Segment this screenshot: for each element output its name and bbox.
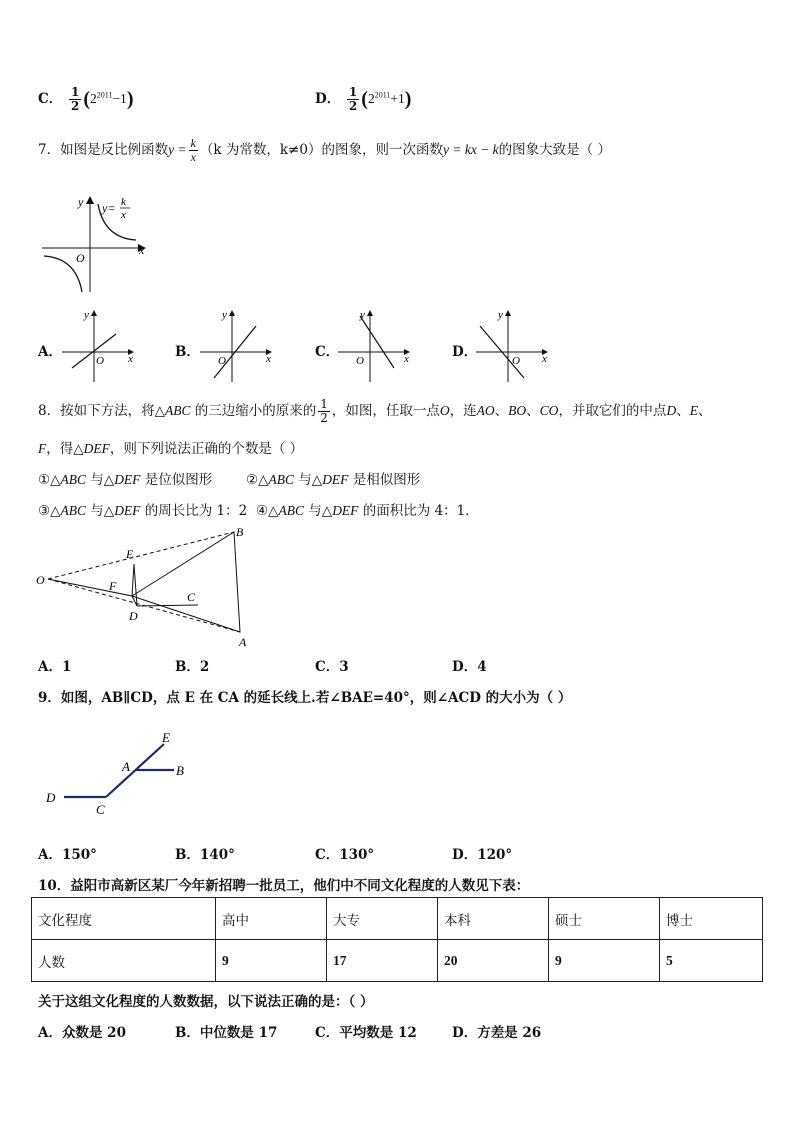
q8-option-d: D．4 bbox=[452, 659, 487, 675]
svg-text:x: x bbox=[266, 353, 271, 365]
q8-stem-line2: F，得△DEF，则下列说法正确的个数是（ ） bbox=[38, 441, 304, 457]
q9-label-c: C bbox=[96, 802, 105, 817]
q7-fig-func-label: y= bbox=[102, 201, 116, 215]
q9-option-b: B．140° bbox=[175, 847, 235, 863]
q9-parallel-lines-figure bbox=[40, 724, 200, 824]
q8-stem-line1: 8．按如下方法，将△ABC 的三边缩小的原来的 $\frac{1}{2}$ ，如图，任取一点O，连AO、BO、CO，并取它们的中点D、E、 bbox=[38, 397, 712, 425]
table-row bbox=[32, 940, 763, 982]
q8-statement-1: ①△ABC 与△DEF 是位似图形 bbox=[38, 472, 213, 488]
q8-label-e: E bbox=[126, 547, 134, 561]
svg-text:x: x bbox=[542, 353, 547, 365]
table-row-label: 人数 bbox=[32, 940, 216, 982]
q10-option-a: A．众数是 20 bbox=[38, 1025, 126, 1041]
q9-label-b: B bbox=[176, 763, 184, 778]
table-header-row bbox=[32, 898, 763, 940]
svg-text:x: x bbox=[404, 353, 409, 365]
table-cell: 20 bbox=[438, 940, 549, 982]
q8-homothety-figure bbox=[34, 524, 264, 650]
q8-label-d: D bbox=[129, 609, 138, 623]
table-header-cell: 硕士 bbox=[549, 898, 660, 940]
q7-option-c-graph bbox=[334, 306, 418, 386]
table-header-cell: 本科 bbox=[438, 898, 549, 940]
q9-label-e: E bbox=[162, 730, 170, 745]
table-cell: 5 bbox=[660, 940, 763, 982]
q9-stem: 9．如图，AB∥CD，点 E 在 CA 的延长线上.若∠BAE=40°，则∠ACD 的大小为（ ） bbox=[38, 690, 572, 706]
svg-text:y: y bbox=[498, 309, 503, 321]
table-cell: 9 bbox=[216, 940, 327, 982]
svg-text:y: y bbox=[222, 309, 227, 321]
q7-fig-func-num: k bbox=[121, 196, 126, 208]
q9-option-d: D．120° bbox=[452, 847, 513, 863]
q9-label-a: A bbox=[122, 759, 130, 774]
q9-label-d: D bbox=[46, 790, 56, 805]
q7-option-a-graph bbox=[58, 306, 142, 386]
svg-text:y: y bbox=[360, 309, 365, 321]
svg-text:O: O bbox=[512, 355, 520, 367]
q7-fig-func-den: x bbox=[121, 209, 126, 221]
svg-text:O: O bbox=[218, 355, 226, 367]
q7-option-d-graph bbox=[472, 306, 556, 386]
q8-label-o: O bbox=[36, 573, 45, 587]
q7-option-c-label: C． bbox=[315, 344, 340, 360]
q8-option-c: C．3 bbox=[315, 659, 349, 675]
q8-label-a: A bbox=[239, 635, 247, 649]
q10-option-b: B．中位数是 17 bbox=[175, 1025, 278, 1041]
q8-statement-4: ④△ABC 与△DEF 的面积比为 4：1． bbox=[256, 503, 479, 519]
q10-option-c: C．平均数是 12 bbox=[315, 1025, 417, 1041]
q8-label-c: C bbox=[187, 590, 196, 604]
table-header-cell: 文化程度 bbox=[32, 898, 216, 940]
q8-label-f: F bbox=[109, 579, 117, 593]
q7-option-d-label: D． bbox=[452, 344, 478, 360]
svg-text:x: x bbox=[128, 353, 133, 365]
q7-hyperbola-figure bbox=[38, 188, 158, 298]
q7-fig-x-label: x bbox=[139, 243, 145, 257]
q10-option-d: D．方差是 26 bbox=[452, 1025, 542, 1041]
q8-statement-3: ③△ABC 与△DEF 的周长比为 1：2 bbox=[38, 503, 248, 519]
q8-option-b: B．2 bbox=[175, 659, 210, 675]
q10-question: 关于这组文化程度的人数数据，以下说法正确的是：（ ） bbox=[38, 994, 374, 1010]
q6-option-d: D． $\frac{1}{2}$ $(2^{2011}+1)$ bbox=[315, 85, 412, 113]
svg-text:O: O bbox=[356, 355, 364, 367]
q7-option-b-label: B． bbox=[175, 344, 200, 360]
svg-text:y: y bbox=[84, 309, 89, 321]
q9-option-a: A．150° bbox=[38, 847, 97, 863]
table-header-cell: 大专 bbox=[327, 898, 438, 940]
q8-statement-2: ②△ABC 与△DEF 是相似图形 bbox=[246, 472, 421, 488]
q7-fig-origin-label: O bbox=[76, 251, 85, 265]
q10-education-table bbox=[31, 897, 763, 982]
q8-option-a: A．1 bbox=[38, 659, 72, 675]
q6-option-c: C． $\frac{1}{2}$ $(2^{2011}-1)$ bbox=[38, 85, 134, 113]
q7-option-b-graph bbox=[196, 306, 280, 386]
table-cell: 17 bbox=[327, 940, 438, 982]
table-header-cell: 博士 bbox=[660, 898, 763, 940]
q7-stem: 7．如图是反比例函数y = $\frac{k}{x}$ （k 为常数，k≠0）的图象，则一次函数y = kx − k的图象大致是（ ） bbox=[38, 136, 611, 164]
q7-option-a-label: A． bbox=[38, 344, 62, 360]
q9-option-c: C．130° bbox=[315, 847, 375, 863]
q7-fig-y-label: y bbox=[78, 195, 84, 209]
table-cell: 9 bbox=[549, 940, 660, 982]
q8-label-b: B bbox=[236, 525, 244, 539]
table-header-cell: 高中 bbox=[216, 898, 327, 940]
q10-stem: 10．益阳市高新区某厂今年新招聘一批员工，他们中不同文化程度的人数见下表： bbox=[38, 878, 530, 894]
svg-text:O: O bbox=[96, 355, 104, 367]
